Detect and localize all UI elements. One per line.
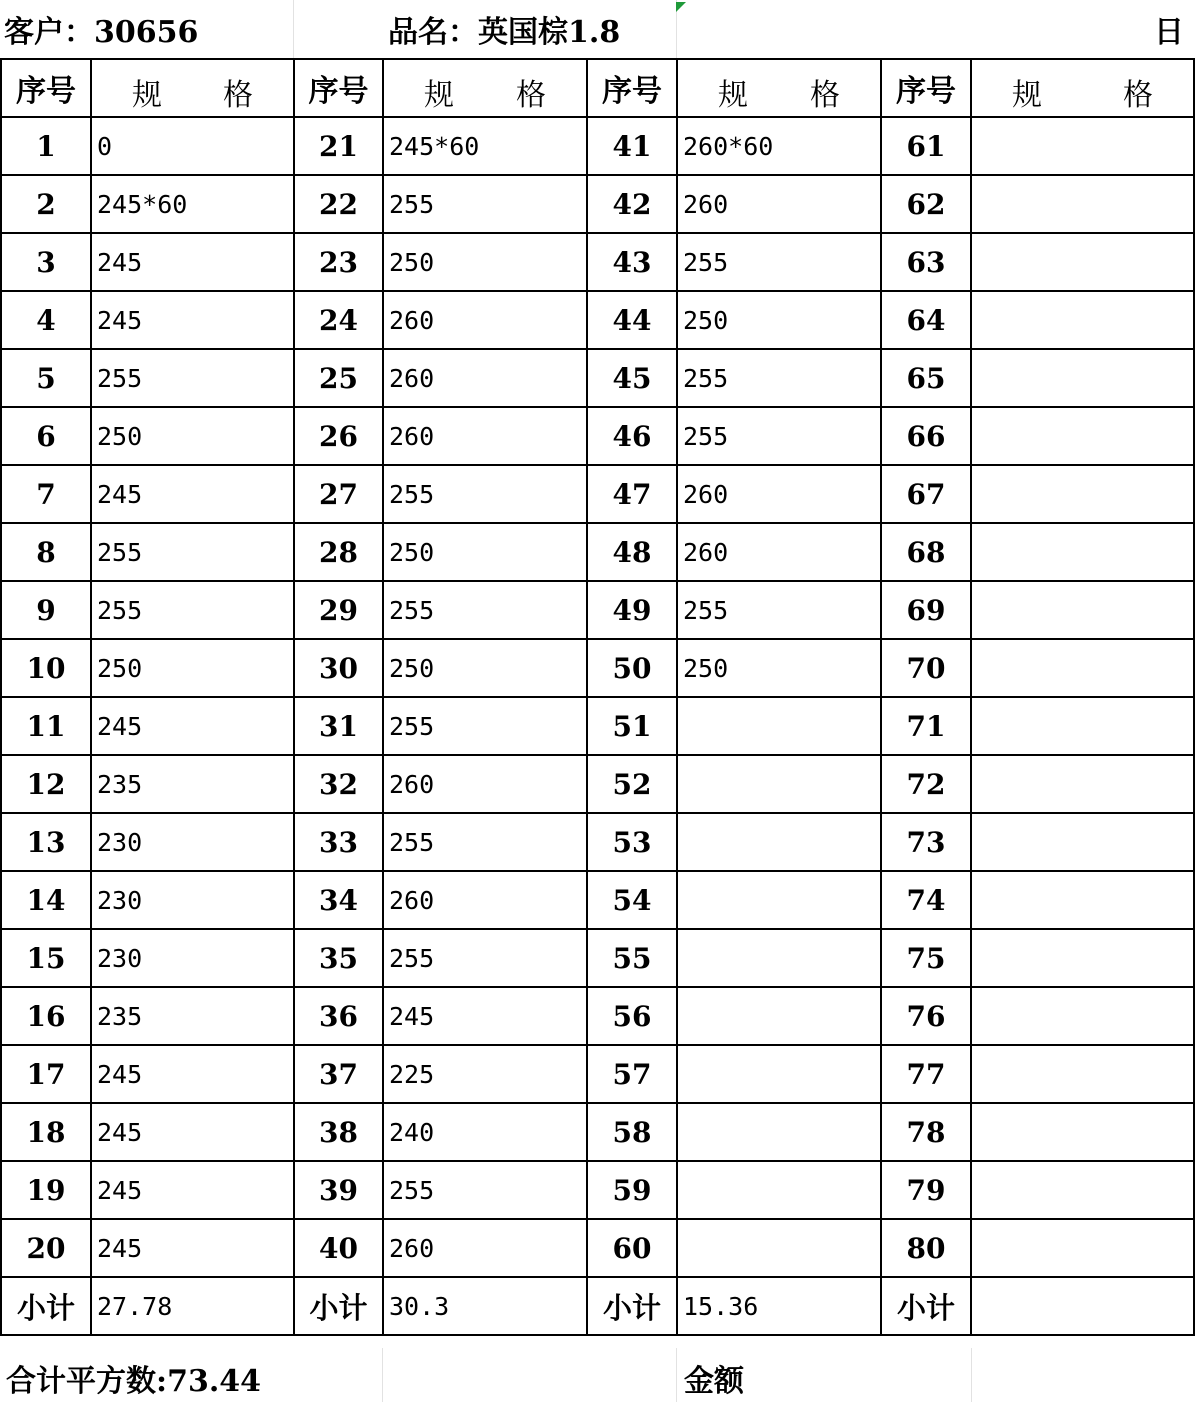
spec-cell[interactable]: 255: [677, 349, 881, 407]
seq-cell[interactable]: 78: [881, 1103, 971, 1161]
seq-cell[interactable]: 63: [881, 233, 971, 291]
spec-cell[interactable]: 260: [383, 1219, 587, 1277]
table-row: [1, 1045, 1194, 1103]
seq-cell[interactable]: 56: [587, 987, 677, 1045]
spec-cell[interactable]: [971, 987, 1194, 1045]
spec-header-char-1: 规: [424, 78, 454, 113]
spec-cell[interactable]: 245: [91, 1045, 294, 1103]
seq-cell[interactable]: 65: [881, 349, 971, 407]
spec-cell[interactable]: [971, 929, 1194, 987]
seq-cell[interactable]: 11: [1, 697, 91, 755]
seq-cell[interactable]: 6: [1, 407, 91, 465]
seq-cell[interactable]: 20: [1, 1219, 91, 1277]
subtotal-label-cell[interactable]: 小计: [1, 1277, 91, 1335]
spec-cell[interactable]: [971, 407, 1194, 465]
spec-header-char-2: 格: [223, 78, 253, 113]
table-row: [1, 755, 1194, 813]
spec-cell[interactable]: [971, 871, 1194, 929]
seq-cell[interactable]: 47: [587, 465, 677, 523]
total-area-cell[interactable]: 合计平方数:73.44: [6, 1364, 262, 1399]
spec-cell[interactable]: 255: [91, 349, 294, 407]
seq-header-cell[interactable]: 序号: [587, 59, 677, 117]
seq-cell[interactable]: 35: [294, 929, 383, 987]
seq-cell[interactable]: 69: [881, 581, 971, 639]
seq-cell[interactable]: 68: [881, 523, 971, 581]
seq-cell[interactable]: 57: [587, 1045, 677, 1103]
spec-cell[interactable]: 250: [91, 639, 294, 697]
seq-header-cell[interactable]: 序号: [1, 59, 91, 117]
spec-header-cell[interactable]: [971, 59, 1194, 117]
seq-cell[interactable]: 18: [1, 1103, 91, 1161]
spec-cell[interactable]: [971, 291, 1194, 349]
seq-cell[interactable]: 37: [294, 1045, 383, 1103]
spec-cell[interactable]: 260*60: [677, 117, 881, 175]
spec-cell[interactable]: [971, 581, 1194, 639]
cell-comment-flag-icon: [676, 2, 686, 12]
seq-cell[interactable]: 73: [881, 813, 971, 871]
seq-cell[interactable]: 5: [1, 349, 91, 407]
seq-cell[interactable]: 36: [294, 987, 383, 1045]
table-row: [1, 987, 1194, 1045]
seq-cell[interactable]: 19: [1, 1161, 91, 1219]
footer-divider: [382, 1348, 383, 1402]
header-divider: [293, 0, 294, 58]
seq-cell[interactable]: 62: [881, 175, 971, 233]
spec-header-char-1: 规: [1012, 78, 1042, 113]
spec-cell[interactable]: 260: [383, 291, 587, 349]
table-row: [1, 929, 1194, 987]
seq-cell[interactable]: 22: [294, 175, 383, 233]
spec-cell[interactable]: 255: [383, 465, 587, 523]
spec-cell[interactable]: [971, 465, 1194, 523]
spec-header-char-1: 规: [718, 78, 748, 113]
seq-cell[interactable]: 75: [881, 929, 971, 987]
table-row: [1, 291, 1194, 349]
spec-cell[interactable]: [971, 175, 1194, 233]
seq-cell[interactable]: 76: [881, 987, 971, 1045]
spec-cell[interactable]: 250: [383, 523, 587, 581]
spec-cell[interactable]: 255: [383, 697, 587, 755]
spec-cell[interactable]: 230: [91, 871, 294, 929]
seq-cell[interactable]: 1: [1, 117, 91, 175]
column-header-row: [1, 59, 1194, 117]
spec-cell[interactable]: 255: [383, 581, 587, 639]
spec-cell[interactable]: 250: [383, 233, 587, 291]
seq-cell[interactable]: 3: [1, 233, 91, 291]
seq-cell[interactable]: 74: [881, 871, 971, 929]
seq-cell[interactable]: 43: [587, 233, 677, 291]
table-row: [1, 1103, 1194, 1161]
spec-cell[interactable]: [971, 1219, 1194, 1277]
table-row: [1, 175, 1194, 233]
spec-header-char-2: 格: [1123, 78, 1153, 113]
spec-cell[interactable]: 0: [91, 117, 294, 175]
seq-header-cell[interactable]: 序号: [881, 59, 971, 117]
customer-cell[interactable]: 客户：30656: [4, 15, 199, 50]
spec-cell[interactable]: [677, 929, 881, 987]
seq-cell[interactable]: 40: [294, 1219, 383, 1277]
spec-cell[interactable]: [971, 1103, 1194, 1161]
seq-cell[interactable]: 52: [587, 755, 677, 813]
spec-cell[interactable]: 245: [91, 291, 294, 349]
table-row: [1, 349, 1194, 407]
seq-cell[interactable]: 25: [294, 349, 383, 407]
spec-cell[interactable]: 245: [91, 697, 294, 755]
seq-cell[interactable]: 51: [587, 697, 677, 755]
spec-cell[interactable]: 240: [383, 1103, 587, 1161]
spec-header-char-1: 规: [132, 78, 162, 113]
spec-cell[interactable]: [677, 1161, 881, 1219]
footer-divider: [971, 1348, 972, 1402]
product-name-cell[interactable]: 品名：英国棕1.8: [388, 15, 621, 50]
table-row: [1, 407, 1194, 465]
seq-cell[interactable]: 77: [881, 1045, 971, 1103]
spec-cell[interactable]: [971, 1161, 1194, 1219]
seq-cell[interactable]: 67: [881, 465, 971, 523]
spec-cell[interactable]: [677, 1045, 881, 1103]
table-row: [1, 581, 1194, 639]
spec-cell[interactable]: [971, 117, 1194, 175]
spec-cell[interactable]: [971, 523, 1194, 581]
seq-cell[interactable]: 38: [294, 1103, 383, 1161]
spec-cell[interactable]: 255: [677, 581, 881, 639]
table-row: [1, 1219, 1194, 1277]
spec-cell[interactable]: [677, 871, 881, 929]
seq-cell[interactable]: 7: [1, 465, 91, 523]
seq-cell[interactable]: 31: [294, 697, 383, 755]
subtotal-value-cell[interactable]: [971, 1277, 1194, 1335]
spec-cell[interactable]: 255: [383, 929, 587, 987]
seq-cell[interactable]: 66: [881, 407, 971, 465]
seq-cell[interactable]: 46: [587, 407, 677, 465]
seq-cell[interactable]: 16: [1, 987, 91, 1045]
spec-cell[interactable]: 255: [91, 581, 294, 639]
spec-cell[interactable]: 255: [383, 1161, 587, 1219]
spec-cell[interactable]: 260: [383, 755, 587, 813]
spec-cell[interactable]: 260: [383, 871, 587, 929]
spec-cell[interactable]: [971, 349, 1194, 407]
spec-table: [0, 58, 1195, 1336]
date-cell[interactable]: 日: [1154, 15, 1184, 50]
subtotal-label-cell[interactable]: 小计: [587, 1277, 677, 1335]
seq-cell[interactable]: 13: [1, 813, 91, 871]
spec-cell[interactable]: 260: [677, 523, 881, 581]
seq-cell[interactable]: 27: [294, 465, 383, 523]
seq-cell[interactable]: 28: [294, 523, 383, 581]
spec-cell[interactable]: 245: [91, 1161, 294, 1219]
spec-cell[interactable]: 255: [677, 407, 881, 465]
spec-cell[interactable]: 245*60: [91, 175, 294, 233]
seq-cell[interactable]: 9: [1, 581, 91, 639]
seq-cell[interactable]: 60: [587, 1219, 677, 1277]
seq-cell[interactable]: 23: [294, 233, 383, 291]
seq-cell[interactable]: 71: [881, 697, 971, 755]
spec-cell[interactable]: 260: [383, 407, 587, 465]
spec-cell[interactable]: [971, 639, 1194, 697]
subtotal-row: [1, 1277, 1194, 1335]
subtotal-value-cell[interactable]: 15.36: [677, 1277, 881, 1335]
subtotal-value-cell[interactable]: 30.3: [383, 1277, 587, 1335]
spec-cell[interactable]: 230: [91, 813, 294, 871]
seq-cell[interactable]: 55: [587, 929, 677, 987]
spec-cell[interactable]: 225: [383, 1045, 587, 1103]
spec-cell[interactable]: [971, 1045, 1194, 1103]
table-row: [1, 117, 1194, 175]
seq-cell[interactable]: 39: [294, 1161, 383, 1219]
seq-cell[interactable]: 26: [294, 407, 383, 465]
table-row: [1, 523, 1194, 581]
seq-cell[interactable]: 79: [881, 1161, 971, 1219]
spec-header-cell[interactable]: [91, 59, 294, 117]
seq-cell[interactable]: 80: [881, 1219, 971, 1277]
spec-cell[interactable]: 235: [91, 987, 294, 1045]
seq-cell[interactable]: 17: [1, 1045, 91, 1103]
seq-cell[interactable]: 58: [587, 1103, 677, 1161]
seq-cell[interactable]: 61: [881, 117, 971, 175]
seq-cell[interactable]: 29: [294, 581, 383, 639]
seq-cell[interactable]: 42: [587, 175, 677, 233]
table-row: [1, 465, 1194, 523]
spec-cell[interactable]: 245*60: [383, 117, 587, 175]
spec-cell[interactable]: [971, 233, 1194, 291]
spec-header-char-2: 格: [810, 78, 840, 113]
seq-cell[interactable]: 21: [294, 117, 383, 175]
spec-cell[interactable]: 250: [677, 639, 881, 697]
seq-cell[interactable]: 2: [1, 175, 91, 233]
seq-cell[interactable]: 12: [1, 755, 91, 813]
seq-cell[interactable]: 44: [587, 291, 677, 349]
spec-cell[interactable]: [677, 697, 881, 755]
seq-cell[interactable]: 49: [587, 581, 677, 639]
seq-cell[interactable]: 10: [1, 639, 91, 697]
seq-cell[interactable]: 34: [294, 871, 383, 929]
spec-cell[interactable]: 260: [677, 465, 881, 523]
seq-header-cell[interactable]: 序号: [294, 59, 383, 117]
spec-cell[interactable]: 260: [383, 349, 587, 407]
spec-cell[interactable]: 260: [677, 175, 881, 233]
subtotal-value-cell[interactable]: 27.78: [91, 1277, 294, 1335]
table-row: [1, 871, 1194, 929]
spec-cell[interactable]: 255: [383, 175, 587, 233]
seq-cell[interactable]: 33: [294, 813, 383, 871]
seq-cell[interactable]: 70: [881, 639, 971, 697]
spec-header-cell[interactable]: [383, 59, 587, 117]
table-row: [1, 233, 1194, 291]
spec-cell[interactable]: [677, 813, 881, 871]
seq-cell[interactable]: 72: [881, 755, 971, 813]
seq-cell[interactable]: 24: [294, 291, 383, 349]
spec-cell[interactable]: [677, 987, 881, 1045]
amount-label-cell[interactable]: 金额: [684, 1364, 744, 1399]
table-row: [1, 813, 1194, 871]
table-row: [1, 1161, 1194, 1219]
spec-cell[interactable]: [677, 1103, 881, 1161]
spec-header-char-2: 格: [516, 78, 546, 113]
seq-cell[interactable]: 50: [587, 639, 677, 697]
spec-cell[interactable]: 245: [91, 1219, 294, 1277]
spec-cell[interactable]: [971, 755, 1194, 813]
seq-cell[interactable]: 32: [294, 755, 383, 813]
seq-cell[interactable]: 64: [881, 291, 971, 349]
spec-cell[interactable]: [971, 697, 1194, 755]
spec-cell[interactable]: 245: [91, 1103, 294, 1161]
spec-cell[interactable]: [971, 813, 1194, 871]
spec-cell[interactable]: 250: [383, 639, 587, 697]
seq-cell[interactable]: 54: [587, 871, 677, 929]
spec-cell[interactable]: 250: [91, 407, 294, 465]
seq-cell[interactable]: 15: [1, 929, 91, 987]
seq-cell[interactable]: 4: [1, 291, 91, 349]
footer-divider: [676, 1348, 677, 1402]
seq-cell[interactable]: 41: [587, 117, 677, 175]
spec-cell[interactable]: [677, 755, 881, 813]
spec-cell[interactable]: 230: [91, 929, 294, 987]
table-row: [1, 697, 1194, 755]
table-row: [1, 639, 1194, 697]
spec-cell[interactable]: 255: [91, 523, 294, 581]
spec-cell[interactable]: 235: [91, 755, 294, 813]
seq-cell[interactable]: 30: [294, 639, 383, 697]
seq-cell[interactable]: 45: [587, 349, 677, 407]
subtotal-label-cell[interactable]: 小计: [294, 1277, 383, 1335]
seq-cell[interactable]: 59: [587, 1161, 677, 1219]
seq-cell[interactable]: 48: [587, 523, 677, 581]
spec-cell[interactable]: 255: [383, 813, 587, 871]
spec-cell[interactable]: [677, 1219, 881, 1277]
spec-cell[interactable]: 245: [91, 465, 294, 523]
spec-header-cell[interactable]: [677, 59, 881, 117]
subtotal-label-cell[interactable]: 小计: [881, 1277, 971, 1335]
spec-cell[interactable]: 250: [677, 291, 881, 349]
seq-cell[interactable]: 14: [1, 871, 91, 929]
seq-cell[interactable]: 53: [587, 813, 677, 871]
spec-cell[interactable]: 245: [91, 233, 294, 291]
spec-cell[interactable]: 255: [677, 233, 881, 291]
spec-cell[interactable]: 245: [383, 987, 587, 1045]
seq-cell[interactable]: 8: [1, 523, 91, 581]
